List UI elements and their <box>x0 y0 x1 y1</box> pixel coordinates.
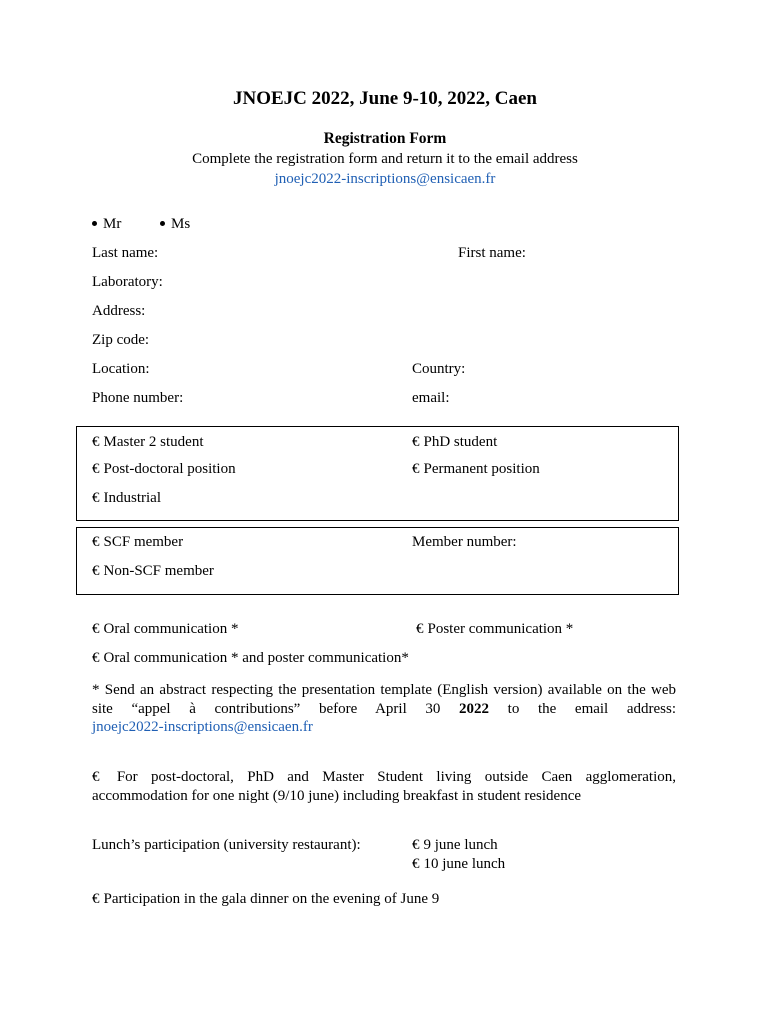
checkbox-icon: € <box>92 490 100 506</box>
salutation-ms-option[interactable] <box>160 215 190 233</box>
non-scf-member-label: Non-SCF member <box>103 563 214 579</box>
instruction-text: Complete the registration form and return it to the email address <box>192 151 578 167</box>
status-industrial-label: Industrial <box>103 490 161 506</box>
checkbox-icon: € <box>92 891 100 907</box>
first-name-label: First name: <box>458 245 526 261</box>
status-phd-option[interactable] <box>412 433 497 451</box>
status-permanent-label: Permanent position <box>423 461 540 477</box>
checkbox-icon: € <box>92 563 100 579</box>
oral-communication-label: Oral communication * <box>103 621 239 637</box>
status-master2-label: Master 2 student <box>103 434 204 450</box>
checkbox-icon: € <box>92 461 100 477</box>
accommodation-text-line2: accommodation for one night (9/10 june) including breakfast in student residence <box>92 787 582 804</box>
contact-email-link[interactable]: jnoejc2022-inscriptions@ensicaen.fr <box>274 171 496 187</box>
non-scf-member-option[interactable] <box>92 562 214 580</box>
abstract-note-text: * Send an abstract respecting the presentation template (English version) available on the web site “appel à contributions” before April 30 <box>92 682 676 717</box>
bullet-icon <box>92 221 97 226</box>
zip-code-label: Zip code: <box>92 332 150 348</box>
abstract-email-link[interactable]: jnoejc2022-inscriptions@ensicaen.fr <box>92 719 313 735</box>
scf-member-option[interactable] <box>92 533 183 551</box>
lunch-june9-option[interactable] <box>412 836 498 854</box>
phone-number-label: Phone number: <box>92 390 184 406</box>
form-subtitle: Registration Form <box>323 130 447 147</box>
checkbox-icon: € <box>92 650 100 666</box>
country-label: Country: <box>412 361 466 377</box>
oral-and-poster-option[interactable] <box>92 649 409 667</box>
oral-and-poster-label: Oral communication * and poster communication* <box>103 650 409 666</box>
gala-dinner-label: Participation in the gala dinner on the evening of June 9 <box>103 891 440 907</box>
status-master2-option[interactable] <box>92 433 203 451</box>
address-label: Address: <box>92 303 146 319</box>
checkbox-icon: € <box>92 434 100 450</box>
abstract-note-text-end: to the email address: <box>507 700 677 717</box>
gala-dinner-option[interactable] <box>92 890 439 908</box>
status-phd-label: PhD student <box>423 434 498 450</box>
lunch-label: Lunch’s participation (university restaurant): <box>92 837 361 853</box>
checkbox-icon: € <box>92 534 100 550</box>
lunch-june10-label: 10 june lunch <box>423 856 506 872</box>
abstract-note <box>92 681 676 737</box>
accommodation-text-line1: For post-doctoral, PhD and Master Student living outside Caen agglomeration, <box>116 769 676 785</box>
email-label: email: <box>412 390 450 406</box>
status-postdoc-label: Post-doctoral position <box>103 461 236 477</box>
checkbox-icon: € <box>412 461 420 477</box>
laboratory-label: Laboratory: <box>92 274 163 290</box>
abstract-deadline-year: 2022 <box>459 700 490 717</box>
scf-member-label: SCF member <box>103 534 184 550</box>
page-title: JNOEJC 2022, June 9-10, 2022, Caen <box>232 88 537 109</box>
status-postdoc-option[interactable] <box>92 460 236 478</box>
poster-communication-label: Poster communication * <box>427 621 574 637</box>
bullet-icon <box>160 221 165 226</box>
salutation-mr-label: Mr <box>103 216 122 232</box>
checkbox-icon: € <box>412 856 420 872</box>
poster-communication-option[interactable] <box>416 620 573 638</box>
checkbox-icon: € <box>92 621 100 637</box>
status-permanent-option[interactable] <box>412 460 540 478</box>
lunch-june9-label: 9 june lunch <box>423 837 498 853</box>
salutation-mr-option[interactable] <box>92 215 121 233</box>
lunch-june10-option[interactable] <box>412 855 505 873</box>
location-label: Location: <box>92 361 150 377</box>
status-industrial-option[interactable] <box>92 489 161 507</box>
last-name-label: Last name: <box>92 245 159 261</box>
checkbox-icon: € <box>92 769 100 785</box>
salutation-ms-label: Ms <box>171 216 191 232</box>
member-number-label: Member number: <box>412 534 517 550</box>
checkbox-icon: € <box>412 434 420 450</box>
checkbox-icon: € <box>416 621 424 637</box>
checkbox-icon: € <box>412 837 420 853</box>
oral-communication-option[interactable] <box>92 620 238 638</box>
accommodation-option[interactable] <box>92 768 676 805</box>
